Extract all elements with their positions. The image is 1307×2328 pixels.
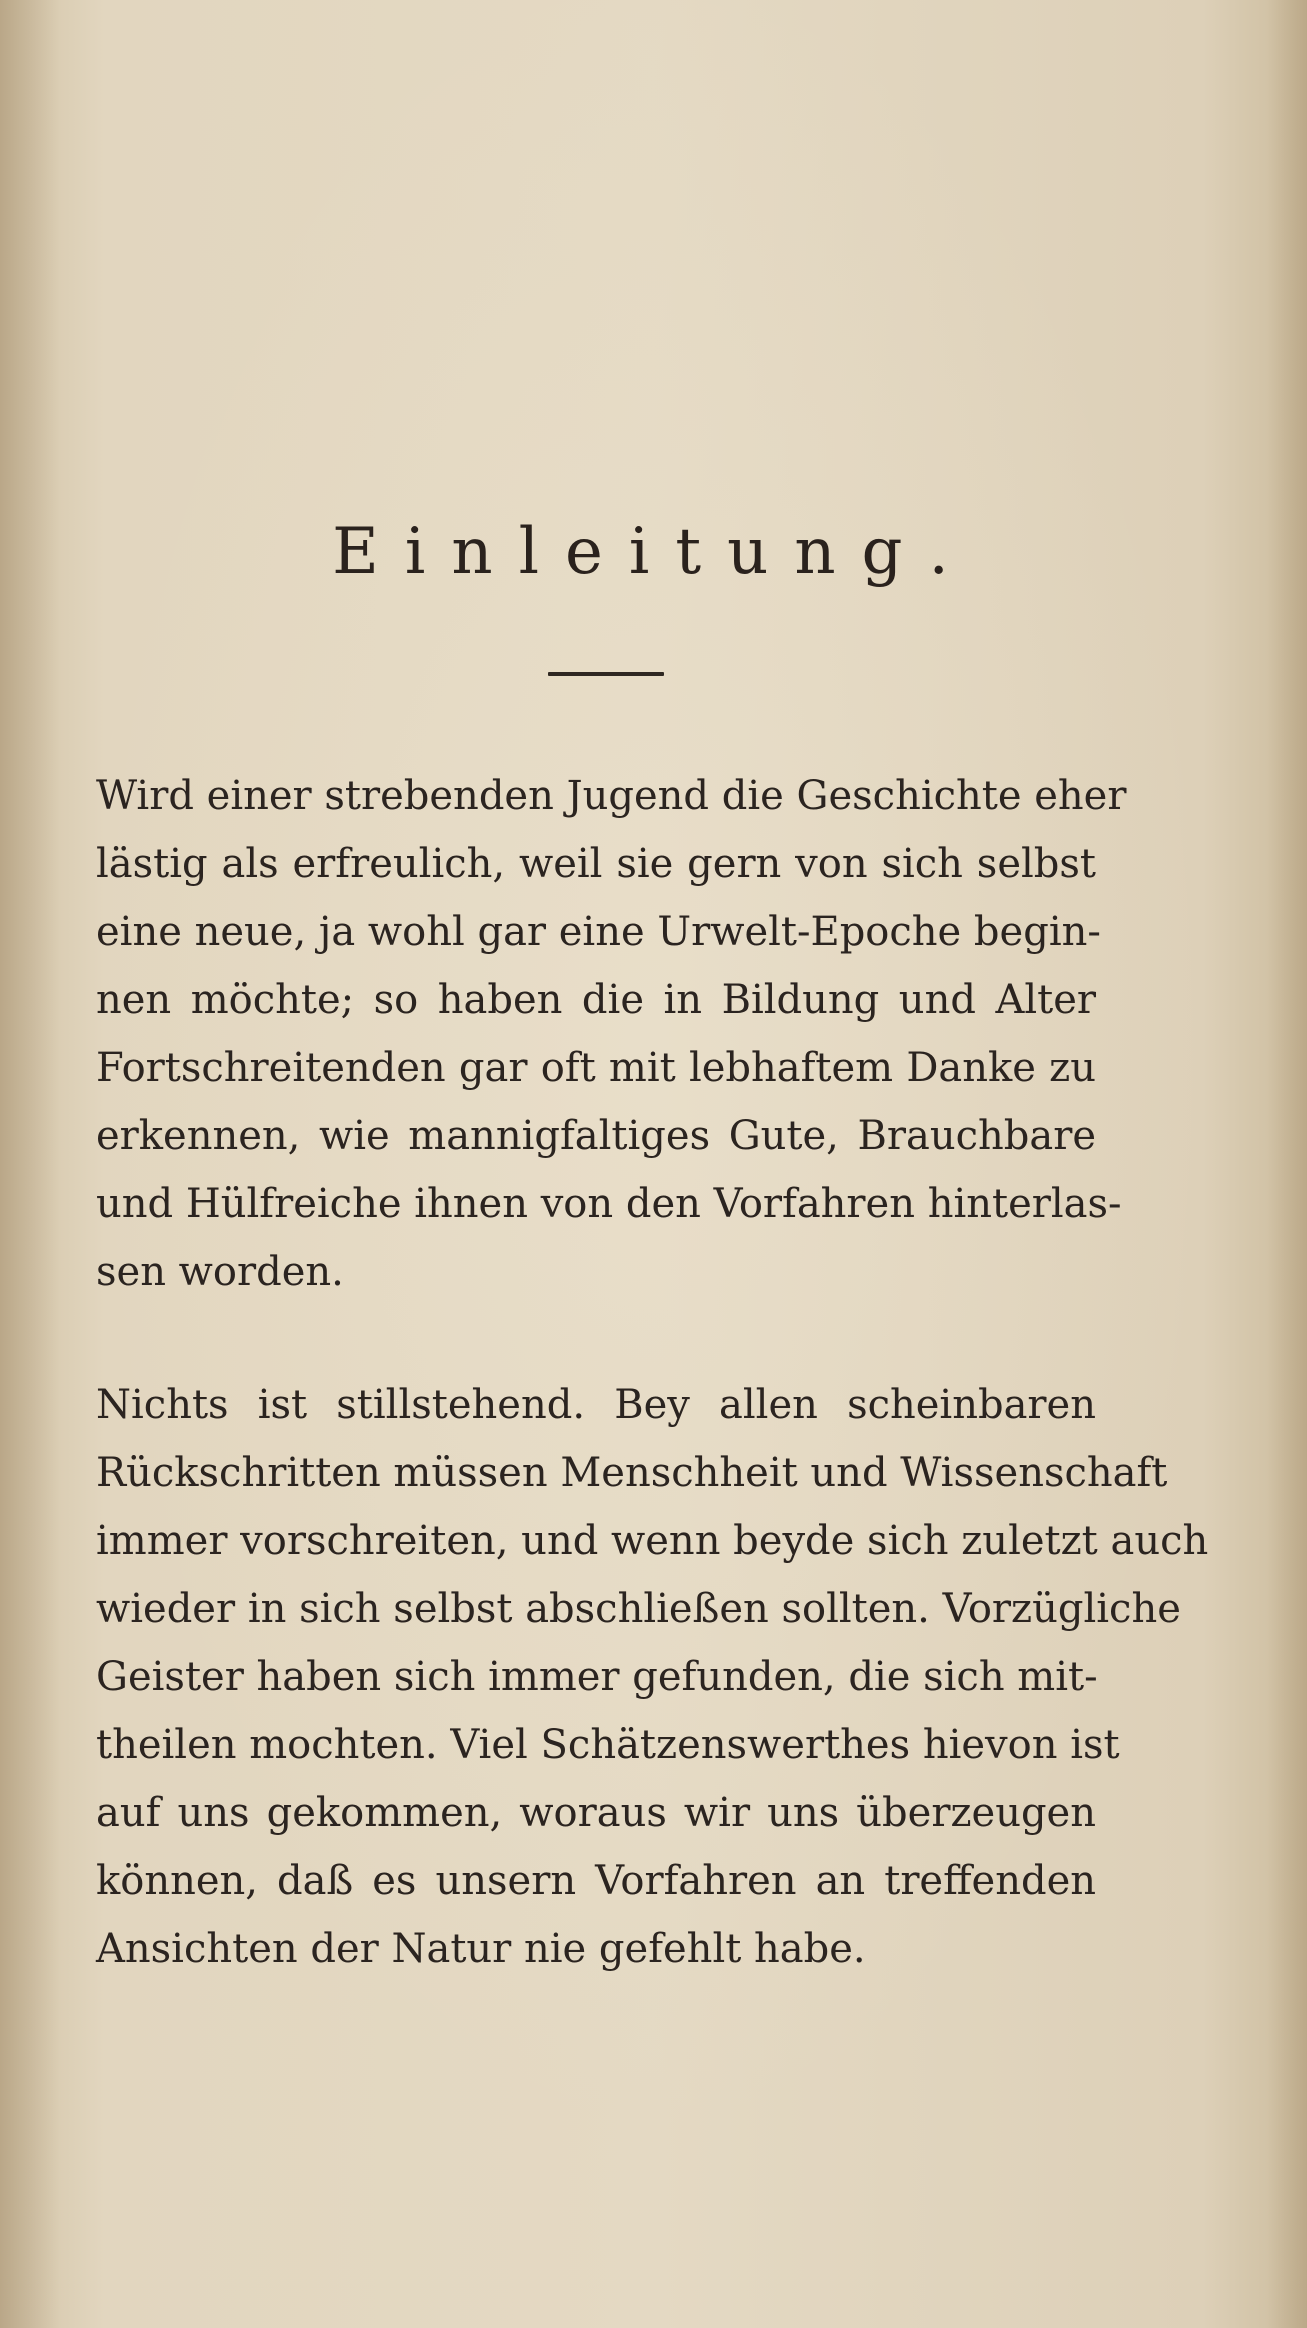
text-line: theilen mochten. Viel Schätzenswerthes hievon ist [96,1722,1120,1768]
page-edge-shadow-right [1267,0,1307,2328]
paragraph-1 [96,762,1127,1306]
text-line: Nichts ist stillstehend. Bey allen scheinbaren [96,1382,1096,1428]
text-line: erkennen, wie mannigfaltiges Gute, Brauchbare [96,1113,1096,1159]
text-line: und Hülfreiche ihnen von den Vorfahren hinterlas- [96,1181,1122,1227]
page-edge-shadow-left [0,0,60,2328]
text-line: Wird einer strebenden Jugend die Geschichte eher [96,773,1127,819]
text-line: sen worden. [96,1249,344,1295]
text-line: Rückschritten müssen Menschheit und Wissenschaft [96,1450,1168,1496]
chapter-heading: Einleitung. [332,515,975,589]
text-line: eine neue, ja wohl gar eine Urwelt-Epoche begin- [96,909,1101,955]
text-line: Geister haben sich immer gefunden, die sich mit- [96,1654,1098,1700]
heading-rule [548,672,664,676]
text-line: nen möchte; so haben die in Bildung und Alter [96,977,1096,1023]
text-line: lästig als erfreulich, weil sie gern von sich selbst [96,841,1096,887]
text-line: können, daß es unsern Vorfahren an treffenden [96,1858,1096,1904]
text-line: wieder in sich selbst abschließen sollten. Vorzügliche [96,1586,1181,1632]
text-line: Fortschreitenden gar oft mit lebhaftem Danke zu [96,1045,1096,1091]
text-line: Ansichten der Natur nie gefehlt habe. [96,1926,866,1972]
paragraph-2 [96,1371,1209,1983]
text-line: auf uns gekommen, woraus wir uns überzeugen [96,1790,1096,1836]
text-line: immer vorschreiten, und wenn beyde sich zuletzt auch [96,1518,1209,1564]
